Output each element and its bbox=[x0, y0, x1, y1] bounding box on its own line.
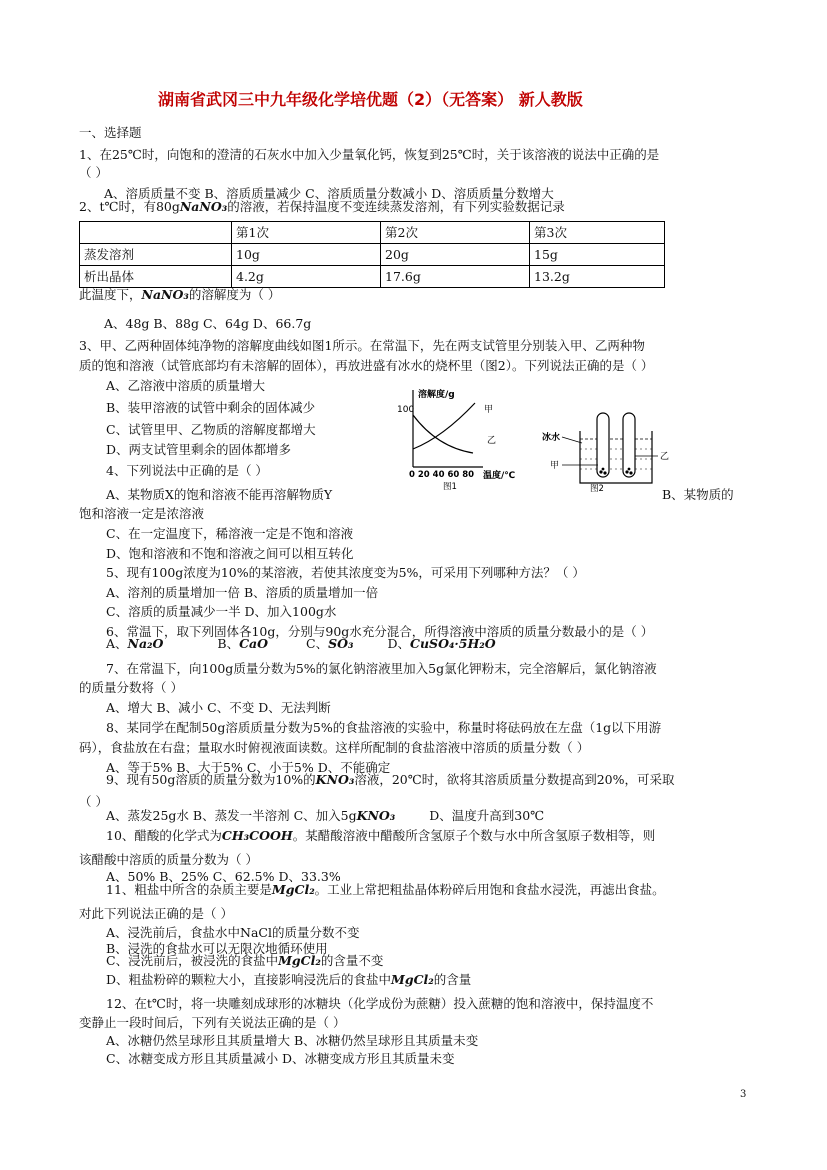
table-cell: 10g bbox=[232, 244, 381, 266]
table-cell: 13.2g bbox=[530, 266, 665, 288]
chem-formula-so3: SO₃ bbox=[328, 636, 354, 651]
q11-option-c-start: C、浸洗前后，被浸洗的食盐中 bbox=[106, 953, 279, 968]
q6-option-a: A、 bbox=[106, 636, 128, 651]
fig2-caption: 图2 bbox=[590, 484, 604, 493]
q10-options: A、50% B、25% C、62.5% D、33.3% bbox=[106, 869, 341, 884]
table-cell: 析出晶体 bbox=[80, 266, 232, 288]
q10-stem bbox=[106, 828, 655, 844]
q3-stem-line1: 3、甲、乙两种固体纯净物的溶解度曲线如图1所示。在常温下，先在两支试管里分别装入甲、乙两种物 bbox=[79, 338, 645, 353]
table-header-cell: 第3次 bbox=[530, 222, 665, 244]
q12-options-cd: C、冰糖变成方形且其质量减小 D、冰糖变成方形且其质量未变 bbox=[106, 1051, 455, 1066]
q9-stem-line2: （ ） bbox=[79, 794, 108, 809]
q11-option-c-end: 的含量不变 bbox=[320, 953, 384, 968]
test-tube-jia bbox=[597, 413, 609, 477]
page-title: 湖南省武冈三中九年级化学培优题（2）（无答案） 新人教版 bbox=[158, 90, 583, 109]
chem-formula-kno3: KNO₃ bbox=[315, 772, 355, 787]
q3-option-a: A、乙溶液中溶质的质量增大 bbox=[106, 378, 266, 393]
q3-stem-line2: 质的饱和溶液（试管底部均有未溶解的固体），再放进盛有冰水的烧杯里（图2）。下列说法正确的是（ ） bbox=[79, 358, 654, 373]
fig1-curve-label-jia: 甲 bbox=[484, 405, 494, 415]
q1-stem-line1: 1、在25℃时，向饱和的澄清的石灰水中加入少量氧化钙，恢复到25℃时，关于该溶液的说法中正确的是 bbox=[79, 147, 660, 162]
q9-options-abc: A、蒸发25g水 B、蒸发一半溶剂 C、加入5g bbox=[106, 808, 357, 823]
fig1-caption: 图1 bbox=[443, 482, 457, 492]
chem-formula-mgcl2: MgCl₂ bbox=[391, 972, 434, 987]
table-header-cell bbox=[80, 222, 232, 244]
table-cell: 4.2g bbox=[232, 266, 381, 288]
q7-stem-line2: 的质量分数将（ ） bbox=[79, 680, 183, 695]
test-tube-yi bbox=[623, 413, 635, 477]
q2-options: A、48g B、88g C、64g D、66.7g bbox=[104, 316, 312, 331]
q3-option-b: B、装甲溶液的试管中剩余的固体减少 bbox=[106, 400, 316, 415]
q11-stem-end: 。工业上常把粗盐晶体粉碎后用饱和食盐水浸洗，再滤出食盐。 bbox=[314, 882, 665, 897]
figure-1-solubility-curves bbox=[395, 385, 525, 493]
q2-data-table bbox=[79, 221, 665, 288]
fig1-y-axis-label: 溶解度/g bbox=[418, 390, 455, 400]
chem-formula-ch3cooh: CH₃COOH bbox=[221, 828, 293, 843]
q9-stem-end: 溶液，20℃时，欲将其溶质质量分数提高到20%，可采取 bbox=[354, 772, 675, 787]
q3-option-c: C、试管里甲、乙物质的溶解度都增大 bbox=[106, 422, 316, 437]
q10-stem-line2: 该醋酸中溶质的质量分数为（ ） bbox=[79, 852, 258, 867]
q9-stem-start: 9、现有50g溶质的质量分数为10%的 bbox=[106, 772, 316, 787]
q5-options-cd: C、溶质的质量减少一半 D、加入100g水 bbox=[106, 604, 337, 619]
table-cell: 20g bbox=[381, 244, 530, 266]
q2-stem bbox=[79, 199, 565, 215]
q11-stem bbox=[106, 882, 665, 898]
q2-followup-start: 此温度下， bbox=[79, 287, 142, 302]
fig1-x-axis-label: 温度/℃ bbox=[483, 471, 516, 481]
q2-followup bbox=[79, 287, 280, 303]
q8-stem-line1: 8、某同学在配制50g溶质质量分数为5%的食盐溶液的实验中，称量时将砝码放在左盘（1g以下用游 bbox=[106, 720, 662, 735]
q6-option-b: B、 bbox=[217, 636, 240, 651]
fig1-x-ticks: 0 20 40 60 80 bbox=[409, 470, 475, 480]
q11-option-d-start: D、粗盐粉碎的颗粒大小，直接影响浸洗后的食盐中 bbox=[106, 972, 392, 987]
q11-stem-start: 11、粗盐中所含的杂质主要是 bbox=[106, 882, 272, 897]
page-number: 3 bbox=[740, 1089, 747, 1100]
q2-stem-start: 2、t℃时，有80g bbox=[79, 199, 180, 214]
chem-formula-cuso4-5h2o: CuSO₄·5H₂O bbox=[410, 636, 496, 651]
fig1-y-tick-100: 100 bbox=[397, 405, 415, 415]
chem-formula-kno3: KNO₃ bbox=[356, 808, 396, 823]
section-heading: 一、选择题 bbox=[79, 125, 142, 140]
chem-formula-na2o: Na₂O bbox=[127, 636, 164, 651]
q8-stem-line2: 码），食盐放在右盘；量取水时俯视液面读数。这样所配制的食盐溶液中溶质的质量分数（ ） bbox=[79, 740, 590, 755]
table-header-cell: 第1次 bbox=[232, 222, 381, 244]
q4-stem: 4、下列说法中正确的是（ ） bbox=[106, 463, 268, 478]
q9-options bbox=[106, 808, 544, 824]
fig2-label-yi: 乙 bbox=[660, 452, 670, 462]
table-header-cell: 第2次 bbox=[381, 222, 530, 244]
chem-formula-cao: CaO bbox=[239, 636, 269, 651]
q11-option-d bbox=[106, 972, 471, 988]
q4-option-b-start: B、某物质的 bbox=[662, 487, 734, 502]
fig2-label-jia: 甲 bbox=[550, 461, 560, 471]
q9-option-d: D、温度升高到30℃ bbox=[429, 808, 545, 823]
chem-formula-nano3: NaNO₃ bbox=[141, 287, 189, 302]
table-cell: 17.6g bbox=[381, 266, 530, 288]
q5-options-ab: A、溶剂的质量增加一倍 B、溶质的质量增加一倍 bbox=[106, 585, 379, 600]
q12-options-ab: A、冰糖仍然呈球形且其质量增大 B、冰糖仍然呈球形且其质量未变 bbox=[106, 1033, 479, 1048]
chem-formula-mgcl2: MgCl₂ bbox=[278, 953, 321, 968]
q3-option-d: D、两支试管里剩余的固体都增多 bbox=[106, 442, 292, 457]
table-header-row bbox=[80, 222, 665, 244]
figure-2-beaker bbox=[540, 403, 670, 493]
q2-stem-end: 的溶液，若保持温度不变连续蒸发溶剂，有下列实验数据记录 bbox=[227, 199, 565, 214]
chem-formula-mgcl2: MgCl₂ bbox=[271, 882, 315, 897]
q8-options: A、等于5% B、大于5% C、小于5% D、不能确定 bbox=[106, 760, 391, 775]
q11-option-d-end: 的含量 bbox=[433, 972, 472, 987]
table-cell: 蒸发溶剂 bbox=[80, 244, 232, 266]
table-row bbox=[80, 266, 665, 288]
q4-option-a: A、某物质X的饱和溶液不能再溶解物质Y bbox=[106, 487, 333, 502]
q1-options: A、溶质质量不变 B、溶质质量减少 C、溶质质量分数减小 D、溶质质量分数增大 bbox=[104, 186, 554, 201]
q4-option-c: C、在一定温度下，稀溶液一定是不饱和溶液 bbox=[106, 526, 354, 541]
table-row bbox=[80, 244, 665, 266]
q12-stem-line2: 变静止一段时间后，下列有关说法正确的是（ ） bbox=[79, 1015, 346, 1030]
q1-stem-line2: （ ） bbox=[79, 165, 108, 180]
q4-option-d: D、饱和溶液和不饱和溶液之间可以相互转化 bbox=[106, 546, 354, 561]
q6-stem: 6、常温下，取下列固体各10g，分别与90g水充分混合，所得溶液中溶质的质量分数最小的是（ ） bbox=[106, 624, 654, 639]
q7-options: A、增大 B、减小 C、不变 D、无法判断 bbox=[106, 700, 331, 715]
chem-formula-nano3: NaNO₃ bbox=[179, 199, 228, 214]
table-cell: 15g bbox=[530, 244, 665, 266]
q4-option-b-end: 饱和溶液一定是浓溶液 bbox=[79, 506, 205, 521]
q11-stem-line2: 对此下列说法正确的是（ ） bbox=[79, 906, 233, 921]
q11-option-a: A、浸洗前后，食盐水中NaCl的质量分数不变 bbox=[106, 925, 360, 940]
q5-stem: 5、现有100g浓度为10%的某溶液，若使其浓度变为5%，可采用下列哪种方法？（ ） bbox=[106, 565, 585, 580]
q7-stem-line1: 7、在常温下，向100g质量分数为5%的氯化钠溶液里加入5g氯化钾粉末，完全溶解后，氯化钠溶液 bbox=[106, 661, 657, 676]
q11-option-c bbox=[106, 953, 383, 969]
q6-option-d: D、 bbox=[387, 636, 410, 651]
q10-stem-end: 。某醋酸溶液中醋酸所含氢原子个数与水中所含氢原子数相等，则 bbox=[292, 828, 656, 843]
q9-stem bbox=[106, 772, 675, 788]
q6-options bbox=[106, 636, 496, 652]
fig2-label-ice-water: 冰水 bbox=[542, 433, 561, 443]
q11-option-b: B、浸洗的食盐水可以无限次地循环使用 bbox=[106, 941, 328, 956]
q10-stem-start: 10、醋酸的化学式为 bbox=[106, 828, 222, 843]
q2-followup-end: 的溶解度为（ ） bbox=[188, 287, 281, 302]
q6-option-c: C、 bbox=[306, 636, 329, 651]
fig1-curve-label-yi: 乙 bbox=[487, 436, 497, 446]
q12-stem-line1: 12、在t℃时，将一块雕刻成球形的冰糖块（化学成份为蔗糖）投入蔗糖的饱和溶液中，保持温度不 bbox=[106, 996, 654, 1011]
